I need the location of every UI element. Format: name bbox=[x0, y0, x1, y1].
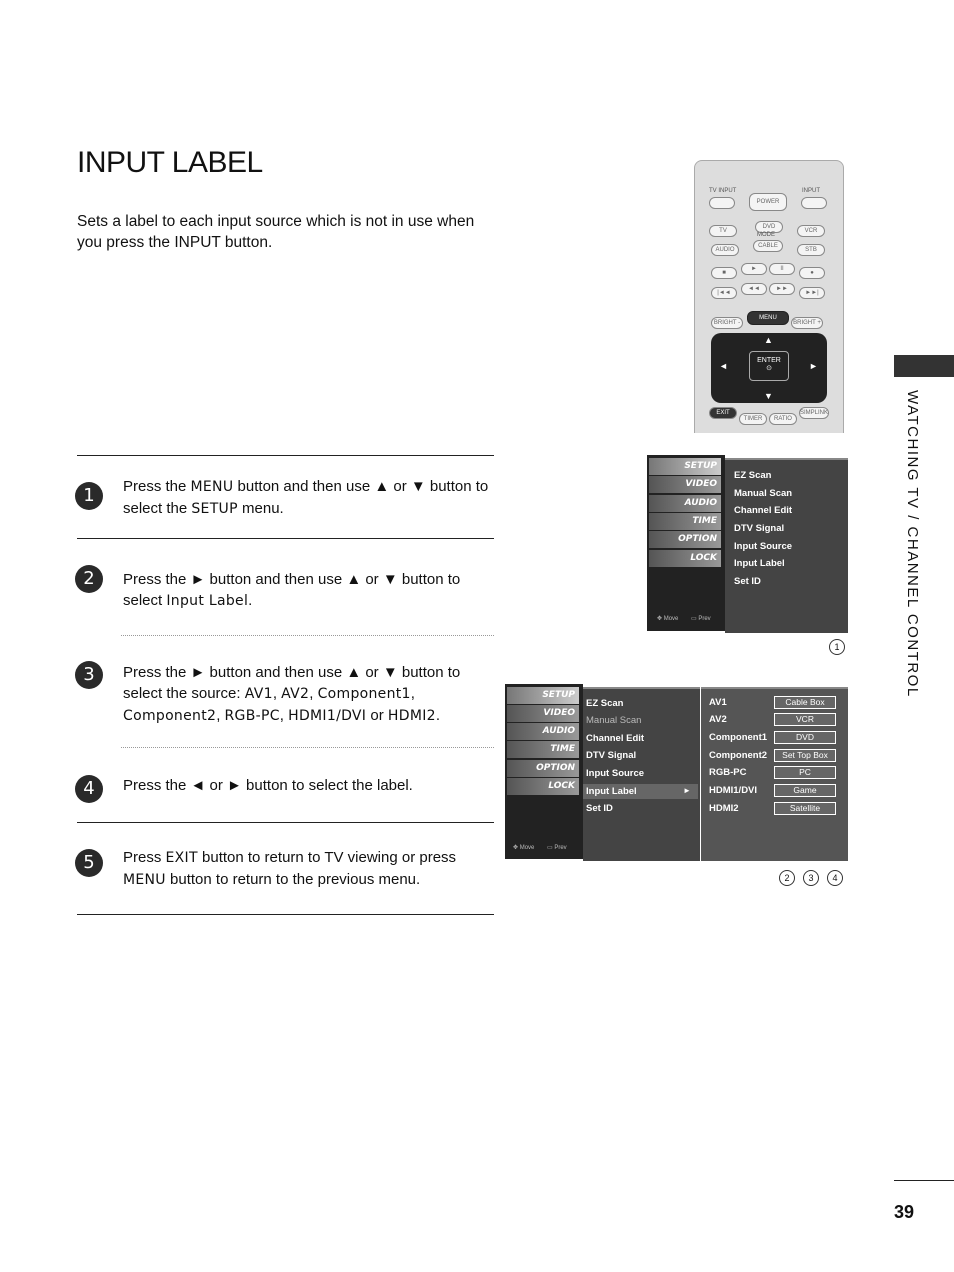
osd-menu-tabs bbox=[647, 455, 725, 631]
vcr-mode-button[interactable]: VCR bbox=[797, 225, 825, 237]
menu-item-channel-edit[interactable]: Channel Edit bbox=[734, 505, 793, 516]
source-av1[interactable]: AV1 bbox=[709, 697, 727, 708]
step-number: 4 bbox=[75, 775, 103, 803]
step-text: Press the ► button and then use ▲ or ▼ button to select bbox=[123, 571, 461, 609]
step-number: 1 bbox=[75, 482, 103, 510]
menu-button[interactable]: MENU bbox=[747, 311, 789, 325]
step-text: , bbox=[410, 685, 415, 702]
tv-input-label: TV INPUT bbox=[709, 188, 737, 194]
step-text: menu. bbox=[237, 500, 284, 517]
step-4-text bbox=[123, 775, 493, 796]
tab-video[interactable]: VIDEO bbox=[507, 705, 579, 722]
step-text: . bbox=[248, 592, 253, 609]
menu-item-manual-scan[interactable]: Manual Scan bbox=[586, 715, 642, 726]
step-text: button and then use ▲ or ▼ button to select the bbox=[123, 478, 489, 517]
power-button[interactable]: POWER bbox=[749, 193, 787, 211]
step-text: , bbox=[216, 707, 225, 724]
source-av2[interactable]: AV2 bbox=[709, 714, 727, 725]
tab-setup[interactable]: SETUP bbox=[507, 687, 579, 704]
menu-item-input-label: Input Label bbox=[586, 786, 637, 797]
tab-option[interactable]: OPTION bbox=[649, 531, 721, 548]
source-hdmi2[interactable]: HDMI2 bbox=[709, 803, 739, 814]
source-rgb-pc[interactable]: RGB-PC bbox=[709, 767, 747, 778]
prev-hint-label: Prev bbox=[554, 845, 567, 851]
menu-item-set-id[interactable]: Set ID bbox=[586, 803, 613, 814]
up-arrow-icon[interactable]: ▲ bbox=[764, 335, 773, 345]
step-3-text bbox=[123, 662, 493, 727]
page-title: INPUT LABEL bbox=[77, 146, 263, 179]
dvd-mode-button[interactable]: DVD bbox=[755, 221, 783, 233]
prev-hint-label: Prev bbox=[698, 616, 711, 622]
move-hint-label: Move bbox=[519, 845, 535, 851]
step-1-text bbox=[123, 476, 493, 520]
step-text: button to return to the previous menu. bbox=[165, 871, 421, 888]
section-label: WATCHING TV / CHANNEL CONTROL bbox=[904, 390, 921, 698]
tab-lock[interactable]: LOCK bbox=[649, 550, 721, 567]
timer-button[interactable]: TIMER bbox=[739, 413, 767, 425]
menu-item-ez-scan[interactable]: EZ Scan bbox=[734, 470, 772, 481]
audio-mode-button[interactable]: AUDIO bbox=[711, 244, 739, 256]
tab-setup[interactable]: SETUP bbox=[649, 458, 721, 475]
divider bbox=[77, 538, 494, 539]
step-text: , bbox=[309, 685, 318, 702]
record-button[interactable]: ● bbox=[799, 267, 825, 279]
navigation-pad bbox=[711, 333, 827, 403]
step-2-text bbox=[123, 569, 493, 612]
step-keyword: MENU bbox=[190, 479, 234, 495]
step-keyword: SETUP bbox=[191, 501, 238, 517]
label-value-hdmi2[interactable]: Satellite bbox=[774, 802, 836, 815]
label-value-rgb-pc[interactable]: PC bbox=[774, 766, 836, 779]
osd-input-label-submenu bbox=[701, 687, 848, 861]
play-button[interactable]: ► bbox=[741, 263, 767, 275]
tab-video[interactable]: VIDEO bbox=[649, 476, 721, 493]
input-button[interactable] bbox=[801, 197, 827, 209]
remote-control bbox=[694, 160, 844, 433]
bright-plus-button[interactable]: BRIGHT + bbox=[791, 317, 823, 329]
fast-forward-button[interactable]: ►► bbox=[769, 283, 795, 295]
tab-option[interactable]: OPTION bbox=[507, 760, 579, 777]
move-hint: ✥ Move bbox=[657, 616, 679, 622]
menu-item-input-source[interactable]: Input Source bbox=[586, 768, 645, 779]
step-keyword: Component1 bbox=[317, 686, 411, 702]
skip-back-button[interactable]: |◄◄ bbox=[711, 287, 737, 299]
step-text: Press the bbox=[123, 478, 191, 495]
menu-item-input-source[interactable]: Input Source bbox=[734, 541, 793, 552]
step-5-text bbox=[123, 847, 493, 891]
exit-button[interactable]: EXIT bbox=[709, 407, 737, 419]
osd-setup-menu bbox=[583, 687, 700, 861]
submenu-arrow-icon: ► bbox=[683, 786, 691, 795]
simplink-button[interactable]: SIMPLINK bbox=[799, 407, 829, 419]
input-label: INPUT bbox=[802, 188, 820, 194]
ratio-button[interactable]: RATIO bbox=[769, 413, 797, 425]
step-keyword: HDMI2 bbox=[387, 708, 436, 724]
step-number: 2 bbox=[75, 565, 103, 593]
step-text: . bbox=[435, 707, 441, 724]
step-keyword: HDMI1/DVI bbox=[288, 708, 367, 724]
page-number: 39 bbox=[894, 1202, 915, 1222]
right-arrow-icon[interactable]: ► bbox=[809, 361, 818, 371]
label-value-component1[interactable]: DVD bbox=[774, 731, 836, 744]
source-component2[interactable]: Component2 bbox=[709, 750, 768, 761]
step-badge: 3 bbox=[803, 870, 819, 886]
menu-item-dtv-signal[interactable]: DTV Signal bbox=[586, 750, 637, 761]
divider bbox=[77, 822, 494, 823]
step-text: or bbox=[366, 707, 388, 724]
footer-rule bbox=[894, 1180, 954, 1181]
label-value-av1[interactable]: Cable Box bbox=[774, 696, 836, 709]
osd-menu-tabs bbox=[505, 684, 583, 859]
divider bbox=[77, 914, 494, 915]
intro-text: Sets a label to each input source which is not in use when you press the INPUT button. bbox=[77, 213, 475, 251]
source-hdmi1-dvi[interactable]: HDMI1/DVI bbox=[709, 785, 758, 796]
label-value-component2[interactable]: Set Top Box bbox=[774, 749, 836, 762]
step-text: , bbox=[279, 707, 289, 724]
tab-audio[interactable]: AUDIO bbox=[649, 495, 721, 512]
divider bbox=[77, 455, 494, 456]
stb-mode-button[interactable]: STB bbox=[797, 244, 825, 256]
label-value-hdmi1-dvi[interactable]: Game bbox=[774, 784, 836, 797]
tv-input-button[interactable] bbox=[709, 197, 735, 209]
tab-lock[interactable]: LOCK bbox=[507, 778, 579, 795]
menu-item-set-id[interactable]: Set ID bbox=[734, 576, 761, 587]
menu-item-ez-scan[interactable]: EZ Scan bbox=[586, 698, 624, 709]
step-keyword: Component2 bbox=[123, 708, 217, 724]
dotted-divider bbox=[121, 747, 494, 748]
step-keyword: RGB-PC bbox=[224, 708, 280, 724]
step-keyword: AV1 bbox=[244, 686, 273, 702]
step-keyword: MENU bbox=[123, 872, 166, 888]
step-text: Press the ◄ or ► button to select the label. bbox=[123, 777, 413, 794]
step-badge: 2 bbox=[779, 870, 795, 886]
step-keyword: EXIT bbox=[165, 850, 198, 866]
step-badge: 1 bbox=[829, 639, 845, 655]
move-hint-label: Move bbox=[663, 616, 679, 622]
step-badge: 4 bbox=[827, 870, 843, 886]
down-arrow-icon[interactable]: ▼ bbox=[764, 391, 773, 401]
rewind-button[interactable]: ◄◄ bbox=[741, 283, 767, 295]
bright-minus-button[interactable]: BRIGHT - bbox=[711, 317, 743, 329]
dotted-divider bbox=[121, 635, 494, 636]
enter-button[interactable] bbox=[749, 351, 789, 381]
mode-label: MODE bbox=[757, 232, 775, 238]
prev-hint: ▭ Prev bbox=[691, 616, 711, 622]
move-hint: ✥ Move bbox=[513, 845, 535, 851]
tab-audio[interactable]: AUDIO bbox=[507, 723, 579, 740]
step-keyword: AV2 bbox=[281, 686, 310, 702]
step-number: 5 bbox=[75, 849, 103, 877]
prev-hint: ▭ Prev bbox=[547, 845, 567, 851]
menu-item-channel-edit[interactable]: Channel Edit bbox=[586, 733, 645, 744]
enter-label: ENTER bbox=[757, 357, 781, 364]
step-number: 3 bbox=[75, 661, 103, 689]
tab-time[interactable]: TIME bbox=[649, 513, 721, 530]
step-text: Press the ► button and then use ▲ or ▼ button to select the source: bbox=[123, 664, 461, 702]
source-component1[interactable]: Component1 bbox=[709, 732, 768, 743]
section-tab bbox=[894, 355, 954, 377]
tv-mode-button[interactable]: TV bbox=[709, 225, 737, 237]
cable-mode-button[interactable]: CABLE bbox=[753, 240, 783, 252]
skip-forward-button[interactable]: ►►| bbox=[799, 287, 825, 299]
step-text: , bbox=[272, 685, 282, 702]
osd-setup-menu bbox=[725, 458, 848, 633]
menu-item-dtv-signal[interactable]: DTV Signal bbox=[734, 523, 785, 534]
menu-item-input-label-highlight[interactable] bbox=[583, 784, 698, 799]
enter-icon: ⊙ bbox=[766, 365, 772, 372]
pause-button[interactable]: II bbox=[769, 263, 795, 275]
tab-time[interactable]: TIME bbox=[507, 741, 579, 758]
label-value-av2[interactable]: VCR bbox=[774, 713, 836, 726]
step-text: button to return to TV viewing or press bbox=[197, 849, 457, 866]
stop-button[interactable]: ■ bbox=[711, 267, 737, 279]
step-text: Press bbox=[123, 849, 166, 866]
menu-item-manual-scan[interactable]: Manual Scan bbox=[734, 488, 793, 499]
left-arrow-icon[interactable]: ◄ bbox=[719, 361, 728, 371]
step-keyword: Input Label bbox=[166, 593, 249, 609]
menu-item-input-label[interactable]: Input Label bbox=[734, 558, 785, 569]
